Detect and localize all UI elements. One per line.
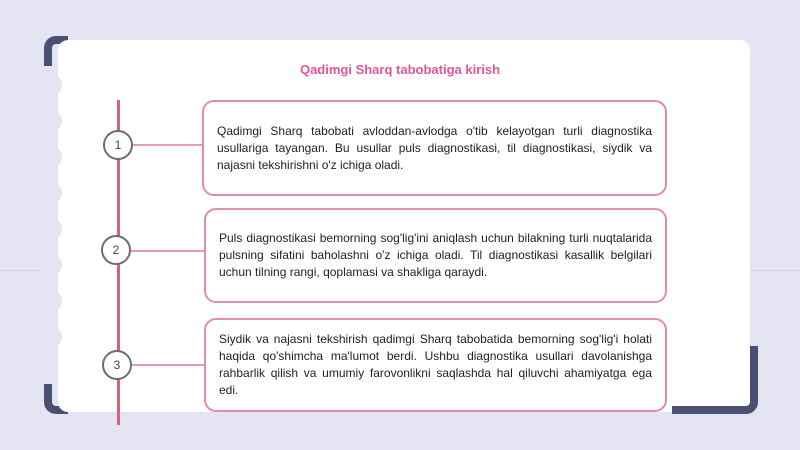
step-number-badge: 3: [102, 350, 132, 380]
notebook-hole: [40, 182, 62, 204]
notebook-hole: [40, 146, 62, 168]
step-card: [202, 100, 667, 196]
notebook-hole: [40, 74, 62, 96]
notebook-hole: [40, 290, 62, 312]
slide-title: Qadimgi Sharq tabobatiga kirish: [299, 62, 501, 77]
frame-bracket-bottom-right: [672, 346, 758, 414]
notebook-hole: [40, 218, 62, 240]
step-text: Siydik va najasni tekshirish qadimgi Sharq tabobatida bemorning sog'lig'i holati haqida qo'shimcha ma'lumot berdi. Ushbu diagnostika usullari davolanishga rahbarlik qilish va umumiy farovonlikni saqlashda hal qiluvchi ahamiyatga ega edi.: [219, 332, 652, 397]
step-text: Qadimgi Sharq tabobati avloddan-avlodga o'tib kelayotgan turli diagnostika usullariga tayangan. Bu usullar puls diagnostikasi, til diagnostikasi, siydik va najasni tekshirishni o'z ichiga oladi.: [217, 123, 652, 172]
step-text: Puls diagnostikasi bemorning sog'lig'ini aniqlash uchun bilakning turli nuqtalarida pulsning sifatini baholashni o'z ichiga oladi. Til diagnostikasi kasallik belgilari uchun tilning rangi, qoplamasi va shakliga qaraydi.: [219, 231, 652, 279]
notebook-hole: [40, 110, 62, 132]
step-connector: [132, 144, 204, 146]
step-connector: [131, 250, 204, 252]
step-connector: [131, 364, 204, 366]
step-number-badge: 2: [101, 235, 131, 265]
notebook-hole: [40, 254, 62, 276]
step-card: [204, 208, 667, 303]
step-card: [204, 318, 667, 412]
notebook-hole: [40, 326, 62, 348]
step-number-badge: 1: [103, 130, 133, 160]
